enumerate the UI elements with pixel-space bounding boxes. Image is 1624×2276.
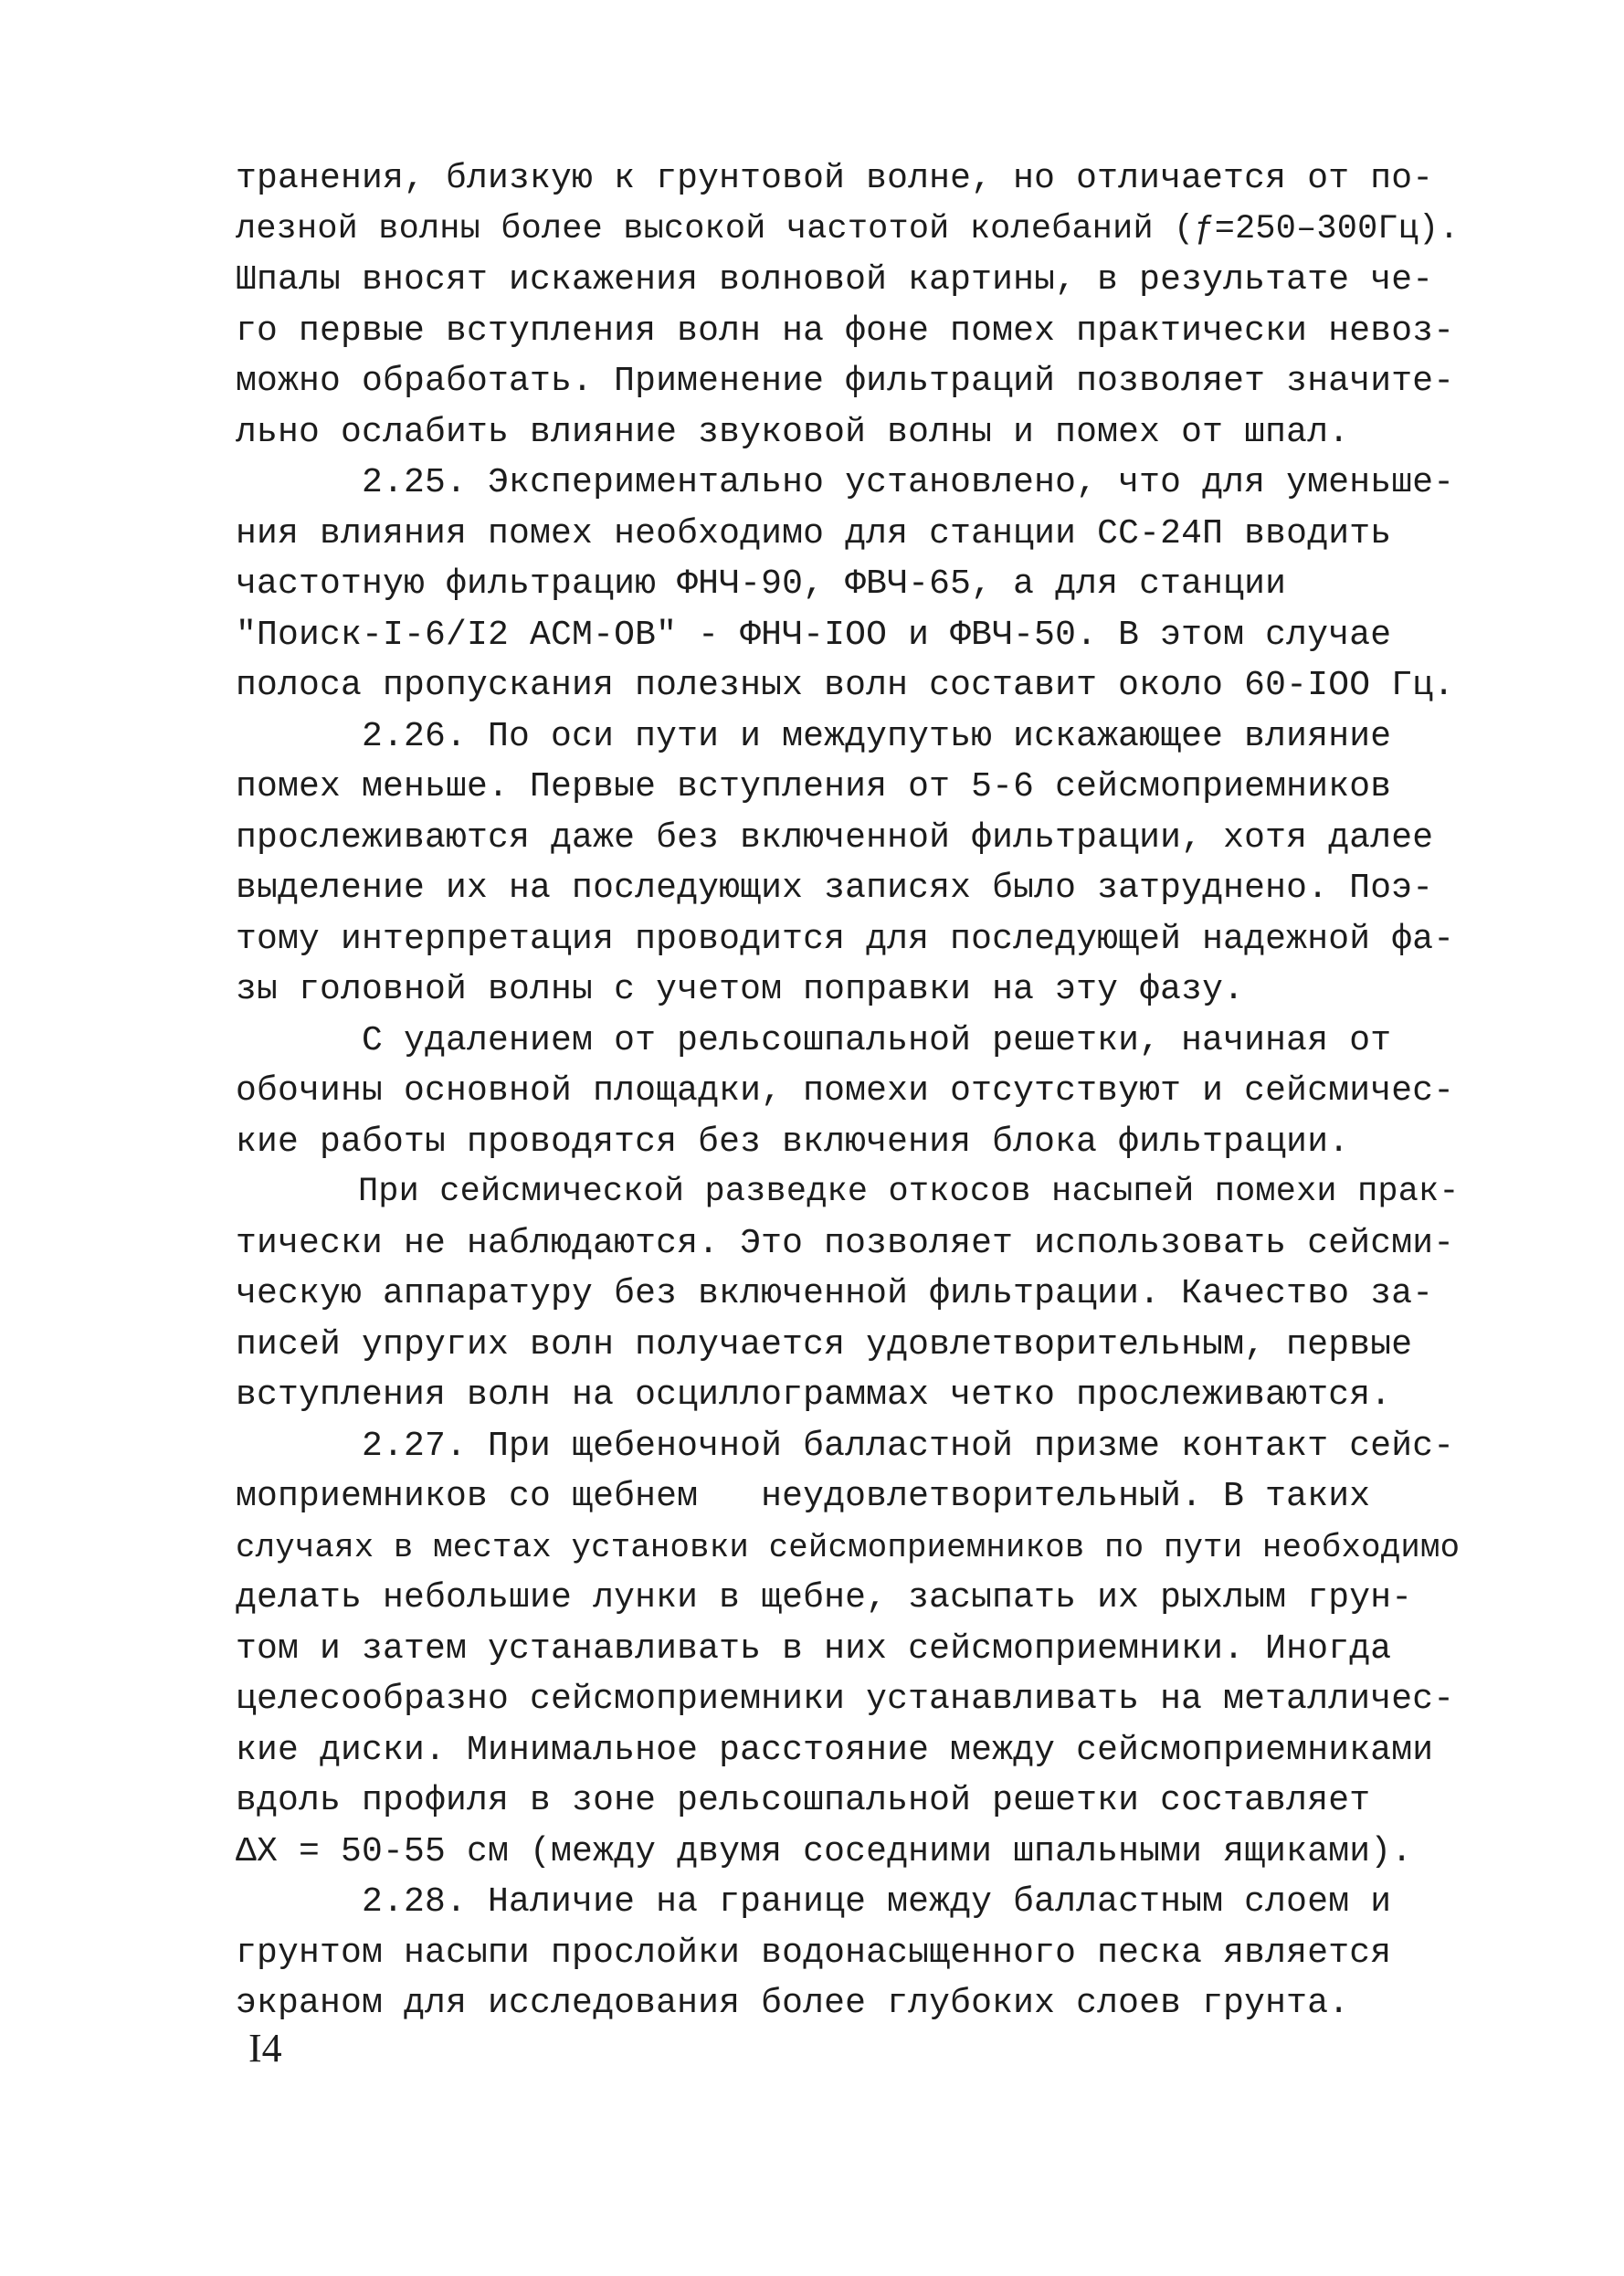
page-number: I4 bbox=[248, 2026, 282, 2071]
text-line: том и затем устанавливать в них сейсмоприемники. Иногда bbox=[236, 1628, 1392, 1669]
text-line: Шпалы вносят искажения волновой картины, в результате че- bbox=[236, 260, 1434, 300]
text-line: вдоль профиля в зоне рельсошпальной решетки составляет bbox=[236, 1781, 1371, 1820]
text-line: зы головной волны с учетом поправки на эту фазу. bbox=[236, 970, 1245, 1009]
text-line: тому интерпретация проводится для последующей надежной фа- bbox=[236, 919, 1455, 959]
text-line: лезной волны более высокой частотой колебаний (ƒ=250–300Гц). bbox=[236, 209, 1460, 248]
text-line: обочины основной площадки, помехи отсутствуют и сейсмичес- bbox=[236, 1071, 1455, 1111]
text-line: выделение их на последующих записях было затруднено. Поэ- bbox=[236, 869, 1434, 908]
text-line: транения, близкую к грунтовой волне, но отличается от по- bbox=[236, 159, 1434, 198]
text-line: экраном для исследования более глубоких слоев грунта. bbox=[236, 1984, 1350, 2023]
text-line: кие диски. Минимальное расстояние между сейсмоприемниками bbox=[236, 1730, 1434, 1770]
text-line: ния влияния помех необходимо для станции СС-24П вводить bbox=[236, 513, 1392, 553]
text-line: грунтом насыпи прослойки водонасыщенного песка является bbox=[236, 1933, 1392, 1973]
text-line: кие работы проводятся без включения блока фильтрации. bbox=[236, 1122, 1350, 1162]
text-line: тически не наблюдаются. Это позволяет использовать сейсми- bbox=[236, 1223, 1455, 1263]
text-line: помех меньше. Первые вступления от 5-6 сейсмоприемников bbox=[236, 767, 1392, 806]
text-line: вступления волн на осциллограммах четко прослеживаются. bbox=[236, 1375, 1392, 1415]
text-line: моприемников со щебнем неудовлетворительный. В таких bbox=[236, 1477, 1371, 1516]
text-line: 2.28. Наличие на границе между балластным слоем и bbox=[236, 1882, 1392, 1922]
text-line: случаях в местах установки сейсмоприемников по пути необходимо bbox=[236, 1528, 1461, 1566]
text-line: го первые вступления волн на фоне помех практически невоз- bbox=[236, 311, 1455, 351]
text-line: частотную фильтрацию ФНЧ-90, ФВЧ-65, а для станции bbox=[236, 564, 1287, 604]
text-line: "Поиск-I-6/I2 АСМ-ОВ" - ФНЧ-IOO и ФВЧ-50. В этом случае bbox=[236, 615, 1392, 655]
text-line: делать небольшие лунки в щебне, засыпать их рыхлым грун- bbox=[236, 1578, 1413, 1617]
body-text bbox=[236, 153, 1460, 2029]
text-line: прослеживаются даже без включенной фильтрации, хотя далее bbox=[236, 817, 1434, 858]
text-line: При сейсмической разведке откосов насыпей помехи прак- bbox=[236, 1173, 1460, 1211]
text-line: целесообразно сейсмоприемники устанавливать на металличес- bbox=[236, 1680, 1455, 1719]
text-line: ческую аппаратуру без включенной фильтрации. Качество за- bbox=[236, 1274, 1434, 1313]
text-line: 2.26. По оси пути и междупутью искажающее влияние bbox=[236, 716, 1392, 756]
text-line: можно обработать. Применение фильтраций позволяет значите- bbox=[236, 362, 1455, 401]
text-line: полоса пропускания полезных волн составит около 60-IOO Гц. bbox=[236, 666, 1455, 705]
text-line: 2.25. Экспериментально установлено, что для уменьше- bbox=[236, 463, 1455, 502]
text-line: льно ослабить влияние звуковой волны и помех от шпал. bbox=[236, 412, 1350, 452]
text-line: С удалением от рельсошпальной решетки, начиная от bbox=[236, 1020, 1392, 1060]
text-line: 2.27. При щебеночной балластной призме контакт сейс- bbox=[236, 1426, 1455, 1466]
text-line: писей упругих волн получается удовлетворительным, первые bbox=[236, 1324, 1413, 1365]
text-line: ΔX = 50-55 см (между двумя соседними шпальными ящиками). bbox=[236, 1831, 1413, 1871]
